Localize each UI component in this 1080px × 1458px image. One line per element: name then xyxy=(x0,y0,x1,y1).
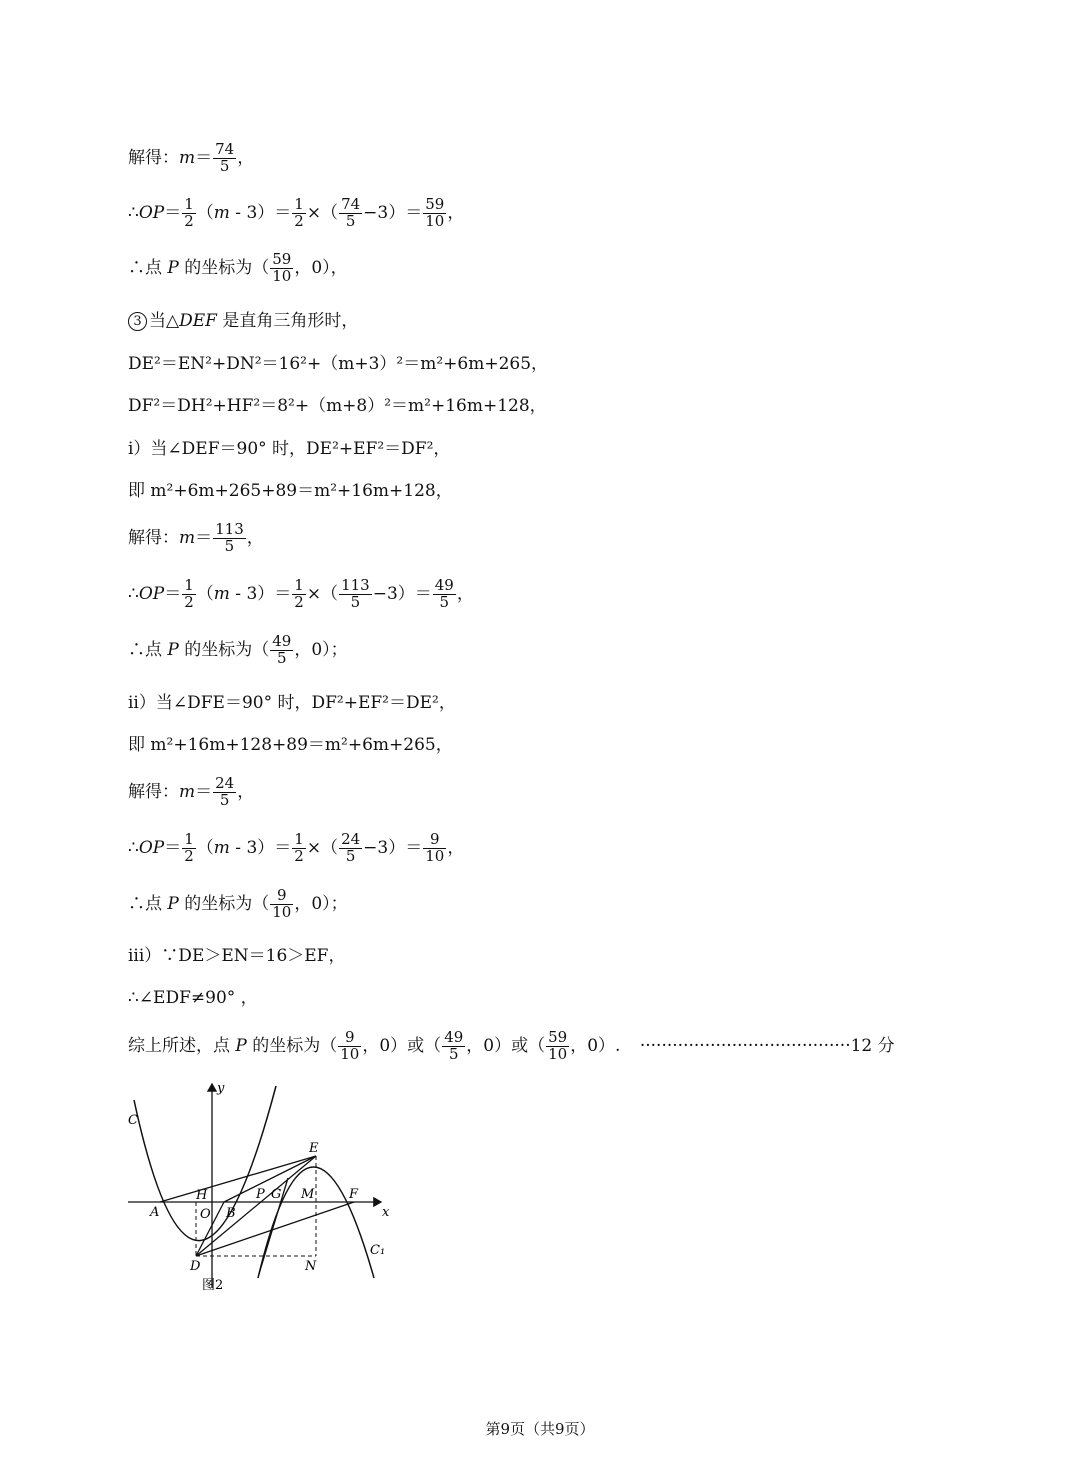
svg-text:P: P xyxy=(256,1187,265,1202)
svg-text:图2: 图2 xyxy=(202,1278,224,1293)
solution-line-15: ∴OP＝ $\frac{1}{2}$ （m - 3）＝ $\frac{1}{2}$ ×（ $\frac{24}{5}$ −3）＝ $\frac{9}{10}$ ， xyxy=(128,830,465,865)
svg-text:F: F xyxy=(349,1187,359,1202)
solution-line-14: 解得：m＝ $\frac{24}{5}$ ， xyxy=(128,774,255,809)
solution-line-12: ii）当∠DFE＝90° 时，DF²+EF²＝DE²， xyxy=(128,693,456,713)
solution-line-17: iii）∵DE＞EN＝16＞EF， xyxy=(128,946,346,966)
conclusion-line: 综上所述，点 P 的坐标为（ $\frac{9}{10}$ ，0）或（ $\frac{49}{5}$ ，0）或（ $\frac{59}{10}$ ，0）. ·······································12 分 xyxy=(128,1028,895,1063)
line-de xyxy=(196,1156,316,1256)
svg-text:y: y xyxy=(217,1081,225,1096)
geometry-figure xyxy=(126,1078,396,1298)
solution-line-2: ∴OP＝ $\frac{1}{2}$ （m - 3）＝ $\frac{1}{2}$ ×（ $\frac{74}{5}$ −3）＝ $\frac{59}{10}$ ， xyxy=(128,195,465,230)
solution-line-5: DE²＝EN²+DN²＝16²+（m+3）²＝m²+6m+265， xyxy=(128,354,549,374)
circled-number: 3 xyxy=(128,312,147,331)
solution-line-13: 即 m²+16m+128+89＝m²+6m+265， xyxy=(128,735,453,755)
solution-line-6: DF²＝DH²+HF²＝8²+（m+8）²＝m²+16m+128， xyxy=(128,396,547,416)
svg-text:A: A xyxy=(150,1205,160,1220)
solution-line-7: i）当∠DEF＝90° 时，DE²+EF²＝DF²， xyxy=(128,439,451,459)
solution-line-3: ∴点 P 的坐标为（ $\frac{59}{10}$ ，0）， xyxy=(128,250,348,285)
svg-text:O: O xyxy=(200,1207,211,1222)
leader-dots: ······································· xyxy=(639,1035,851,1056)
svg-text:x: x xyxy=(382,1205,390,1220)
solution-line-9: 解得：m＝ $\frac{113}{5}$ ， xyxy=(128,520,264,555)
svg-text:D: D xyxy=(190,1259,201,1274)
solution-line-1: 解得：m＝ $\frac{74}{5}$ ， xyxy=(128,140,255,175)
svg-text:C: C xyxy=(128,1113,138,1128)
solution-line-16: ∴点 P 的坐标为（ $\frac{9}{10}$ ，0）； xyxy=(128,886,348,921)
svg-text:H: H xyxy=(196,1188,208,1203)
fraction: $\frac{74}{5}$ xyxy=(215,140,235,175)
solution-line-10: ∴OP＝ $\frac{1}{2}$ （m - 3）＝ $\frac{1}{2}$ ×（ $\frac{113}{5}$ −3）＝ $\frac{49}{5}$ ， xyxy=(128,576,474,611)
svg-text:G: G xyxy=(271,1187,282,1202)
page-footer: 第9页（共9页） xyxy=(485,1420,595,1438)
solution-line-4: 3 当△DEF 是直角三角形时， xyxy=(128,312,358,331)
svg-text:M: M xyxy=(301,1187,315,1202)
solution-line-8: 即 m²+6m+265+89＝m²+16m+128， xyxy=(128,481,453,501)
solution-line-18: ∴∠EDF≠90° ， xyxy=(128,988,258,1008)
svg-text:E: E xyxy=(309,1141,319,1156)
score-label: 12 分 xyxy=(850,1035,895,1056)
svg-text:N: N xyxy=(305,1259,317,1274)
svg-text:C₁: C₁ xyxy=(370,1243,386,1258)
solution-line-11: ∴点 P 的坐标为（ $\frac{49}{5}$ ，0）； xyxy=(128,632,348,667)
svg-text:B: B xyxy=(226,1206,236,1221)
